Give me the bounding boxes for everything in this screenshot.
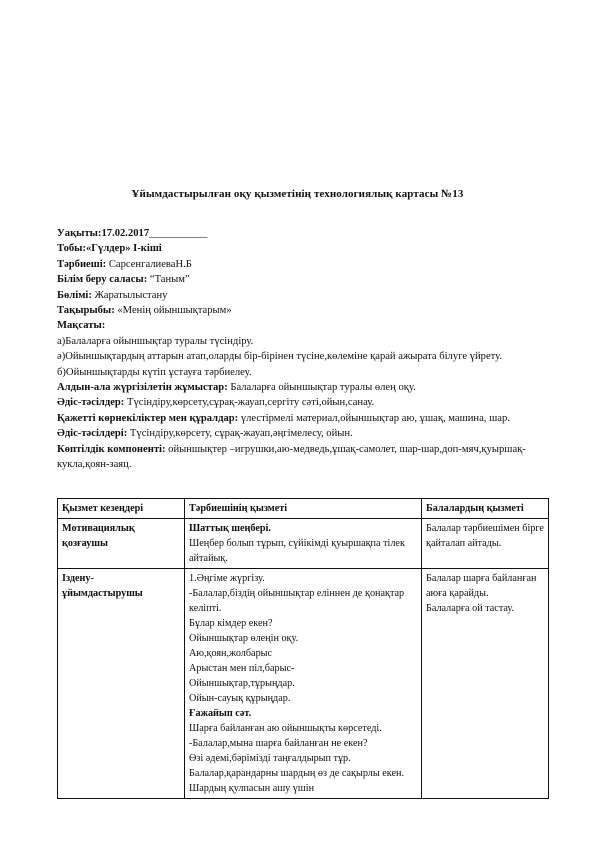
topic-line: [57, 303, 547, 318]
page-title: Ұйымдастырылған оқу қызметінің технологиялық картасы №13: [131, 188, 464, 200]
table-row: [58, 519, 549, 569]
table-row: [58, 569, 549, 799]
stage-line: Мотивациялық: [62, 523, 135, 534]
teacher-line: Ойыншықтар,тұрыңдар.: [189, 678, 295, 689]
stage-cell: [58, 569, 185, 799]
date-value: 17.02.2017: [101, 228, 150, 239]
stage-line: қозғаушы: [62, 538, 108, 549]
materials-value: үлестірмелі материал,ойыншықтар аю, ұшақ, машина, шар.: [238, 412, 510, 424]
methods2-label: Әдіс-тәсілдері:: [57, 428, 128, 440]
goal-a2: ә)Ойыншықтардың аттарын атап,оларды бір-бірінен түсіне,көлеміне қарай ажырата білуге үйрету.: [57, 351, 503, 363]
teacher-line: -Балалар,біздің ойыншықтар еліннен де қонақтар келіпті.: [189, 588, 405, 614]
stage-cell: [58, 519, 185, 569]
children-line: Балалар тәрбиешімен бірге қайталап айтады.: [426, 523, 544, 549]
teacher-line: Арыстан мен піл,барыс-: [189, 663, 295, 674]
teacher-line: Өзі әдемі,бәрімізді таңғалдырып тұр.: [189, 753, 351, 764]
domain-value: “Таным”: [147, 274, 190, 286]
group-line: [57, 241, 547, 256]
materials-label: Қажетті көрнекіліктер мен құралдар:: [57, 412, 239, 424]
date-label: Уақыты:: [57, 228, 102, 239]
teacher-activity-title: Шаттық шеңбері.: [189, 523, 271, 534]
prework-value: Балаларға ойыншықтар туралы өлең оқу.: [227, 382, 416, 394]
domain-label: Білім беру саласы:: [57, 274, 148, 286]
teacher-line: 1.Әңгіме жүргізу.: [189, 573, 265, 584]
teacher-line: Аю,қоян,жолбарыс: [189, 648, 273, 659]
activity-table: [57, 498, 549, 799]
teacher-line: Бұлар кімдер екен?: [189, 618, 273, 629]
lang-label: Көптілдік компоненті:: [57, 443, 166, 455]
prework-line: [57, 380, 547, 395]
date-line: [57, 226, 547, 241]
teacher-line: Ойын-сауық құрыңдар.: [189, 693, 291, 704]
methods-value: Түсіндіру,көрсету,сұрақ-жауап,сергіту сәті,ойын,санау.: [124, 397, 375, 409]
section-value: Жаратылыстану: [91, 289, 168, 301]
children-cell: [422, 569, 549, 799]
teacher-line: [57, 257, 547, 272]
teacher-value: СарсенгалиеваН.Б: [106, 258, 192, 270]
lesson-meta: [57, 226, 547, 473]
goal-a: а)Балаларға ойыншықтар туралы түсіндіру.: [57, 335, 254, 347]
prework-label: Алдын-ала жүргізілетін жұмыстар:: [57, 382, 228, 394]
stage-line: Іздену-: [62, 573, 94, 584]
goal-b: б)Ойыншықтарды күтіп ұстауға тәрбиелеу.: [57, 366, 252, 378]
teacher-line: -Балалар,мына шарға байланған не екен?: [189, 738, 368, 749]
materials-line: [57, 411, 547, 426]
children-cell: [422, 519, 549, 569]
lang-line: [57, 442, 547, 473]
methods-line: [57, 395, 547, 410]
topic-label: Тақырыбы:: [57, 305, 115, 317]
methods2-value: Түсіндіру,көрсету, сұрақ-жауап,әңгімелесу, ойын.: [127, 428, 353, 440]
teacher-label: Тәрбиеші:: [57, 258, 107, 270]
teacher-line: Ойыншықтар өлеңін оқу.: [189, 633, 299, 644]
domain-line: [57, 272, 547, 287]
section-label: Бөлімі:: [57, 289, 92, 301]
header-stage: Қызмет кезеңдері: [58, 499, 185, 519]
table-header-row: [58, 499, 549, 519]
children-line: Балалар шарға байланған аюға қарайды.: [426, 573, 537, 599]
methods-label: Әдіс-тәсілдер:: [57, 397, 125, 409]
goals-line: [57, 318, 547, 333]
group-value: «Гүлдер» І-кіші: [85, 243, 162, 255]
stage-line: ұйымдастырушы: [62, 588, 143, 599]
topic-value: «Менің ойыншықтарым»: [114, 305, 232, 317]
teacher-cell: [185, 519, 422, 569]
methods2-line: [57, 426, 547, 441]
header-teacher: Тәрбиешінің қызметі: [185, 499, 422, 519]
teacher-line: Балалар,қарандарны шардың өз де сақырлы екен. Шардың қулпасын ашу үшін: [189, 768, 404, 794]
teacher-line: Шарға байланған аю ойыншықты көрсетеді.: [189, 723, 382, 734]
teacher-line: Шеңбер болып тұрып, сүйікімді қуыршақпа тілек айтайық.: [189, 538, 405, 564]
teacher-cell: [185, 569, 422, 799]
date-blank: ___________: [149, 228, 208, 239]
children-line: Балаларға ой тастау.: [426, 603, 515, 614]
lang-value: ойыншықтер –игрушки,аю-медведь,ұшақ-самолет, шар-шар,доп-мяч,қуыршақ-кукла,қоян-заяц.: [57, 443, 526, 471]
group-label: Тобы:: [57, 243, 86, 255]
goals-label: Мақсаты:: [57, 320, 106, 332]
surprise-title: Ғажайып сәт.: [189, 708, 252, 719]
header-children: Балалардың қызметі: [422, 499, 549, 519]
section-line: [57, 288, 547, 303]
